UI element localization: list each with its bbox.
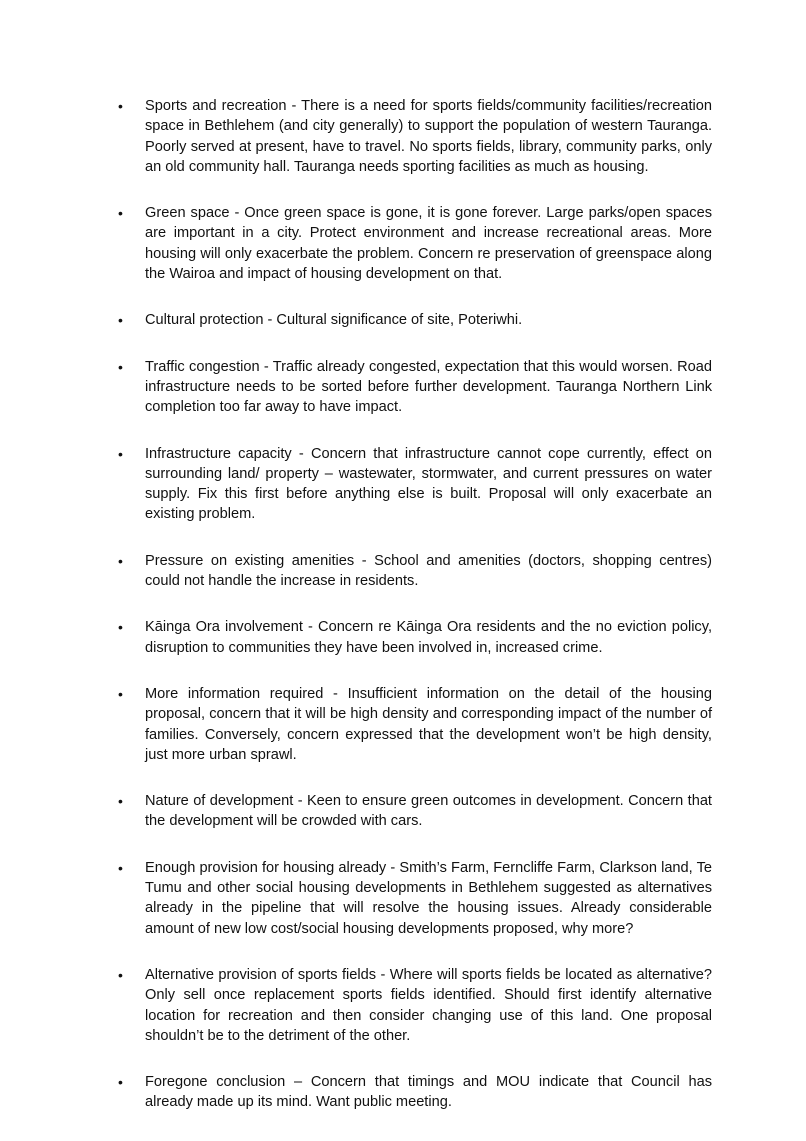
list-item [118, 965, 712, 1046]
bullet-icon: • [118, 859, 123, 876]
list-item-text: Nature of development - Keen to ensure green outcomes in development. Concern that the development will be crowded with cars. [145, 793, 712, 830]
list-item-text: Traffic congestion - Traffic already congested, expectation that this would worsen. Road infrastructure needs to be sorted before further development. Tauranga Northern Link completion too far away to have impact. [145, 358, 712, 416]
bullet-icon: • [118, 205, 123, 222]
list-item [118, 1072, 712, 1113]
list-item-text: Infrastructure capacity - Concern that infrastructure cannot cope currently, effect on surrounding land/ property – wastewater, stormwater, and current pressures on water supply. Fix this first before anything else is built. Proposal will only exacerbate an existing problem. [145, 445, 712, 523]
list-item [118, 684, 712, 765]
list-item [118, 96, 712, 177]
list-item-text: Foregone conclusion – Concern that timings and MOU indicate that Council has already made up its mind. Want public meeting. [145, 1074, 712, 1111]
list-item-text: Pressure on existing amenities - School and amenities (doctors, shopping centres) could not handle the increase in residents. [145, 552, 712, 590]
list-item-text: Cultural protection - Cultural significance of site, Poteriwhi. [145, 312, 523, 329]
bullet-icon: • [118, 552, 123, 569]
list-item [118, 617, 712, 658]
list-item-text: Kāinga Ora involvement - Concern re Kāinga Ora residents and the no eviction policy, disruption to communities they have been involved in, increased crime. [145, 619, 712, 656]
list-item-text: More information required - Insufficient information on the detail of the housing proposal, concern that it will be high density and corresponding impact of the number of families. Conversely, concern expressed that the development won’t be high density, just more urban sprawl. [145, 685, 712, 763]
bullet-icon: • [118, 445, 123, 462]
bullet-icon: • [118, 793, 123, 810]
list-item [118, 203, 712, 284]
list-item [118, 444, 712, 525]
list-item [118, 791, 712, 832]
bullet-icon: • [118, 358, 123, 375]
bullet-icon: • [118, 312, 123, 329]
bullet-icon: • [118, 966, 123, 983]
submission-themes-list [118, 96, 712, 1139]
list-item-text: Enough provision for housing already - Smith’s Farm, Ferncliffe Farm, Clarkson land, Te Tumu and other social housing developments in Bethlehem suggested as alternatives already in the pipeline that will resolve the housing issues. Already considerable amount of new low cost/social housing developments proposed, why more? [145, 859, 712, 937]
bullet-icon: • [118, 619, 123, 636]
list-item [118, 858, 712, 939]
bullet-icon: • [118, 1074, 123, 1091]
bullet-icon: • [118, 98, 123, 114]
list-item-text: Sports and recreation - There is a need for sports fields/community facilities/recreation space in Bethlehem (and city generally) to support the population of western Tauranga. Poorly served at present, have to travel. No sports fields, library, community parks, only an old community hall. Tauranga needs sporting facilities as much as housing. [145, 98, 712, 175]
list-item-text: Green space - Once green space is gone, it is gone forever. Large parks/open spaces are important in a city. Protect environment and increase recreational areas. More housing will only exacerbate the problem. Concern re preservation of greenspace along the Wairoa and impact of housing development on that. [145, 205, 712, 283]
list-item [118, 310, 712, 330]
list-item [118, 551, 712, 592]
list-item-text: Alternative provision of sports fields - Where will sports fields be located as alternative? Only sell once replacement sports fields identified. Should first identify alternative location for recreation and then consider changing use of this land. One proposal shouldn’t be to the detriment of the other. [145, 966, 712, 1044]
bullet-icon: • [118, 685, 123, 702]
list-item [118, 357, 712, 418]
